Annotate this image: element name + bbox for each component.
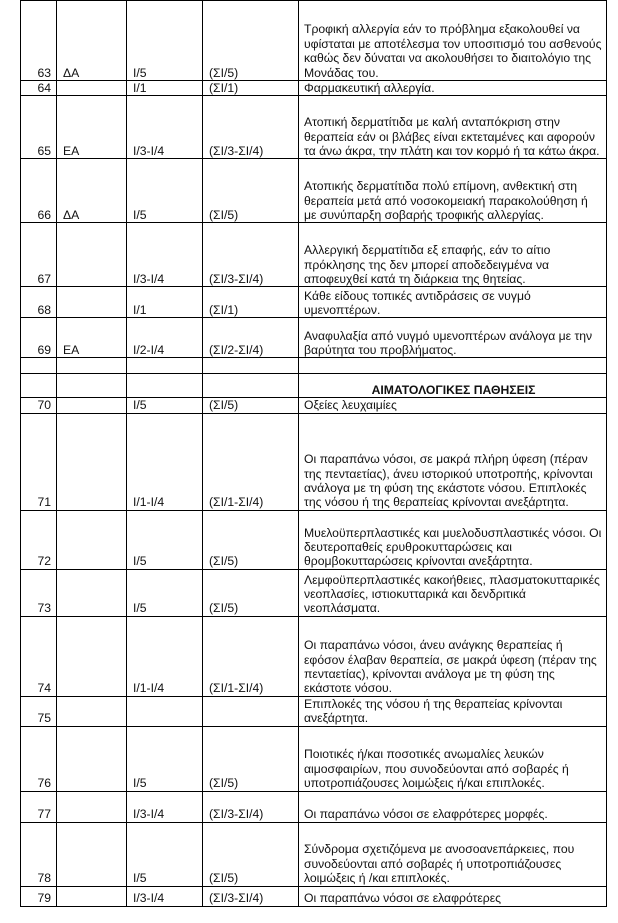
- fitness-degree-alt: (ΣΙ/5): [203, 569, 299, 616]
- fitness-degree: I/1-I/4: [127, 413, 203, 510]
- fitness-classification-table: [20, 0, 607, 907]
- category-code: [57, 822, 127, 886]
- category-code: ΔΑ: [57, 159, 127, 223]
- fitness-degree: I/5: [127, 726, 203, 791]
- fitness-degree: [127, 696, 203, 726]
- category-code: [57, 616, 127, 696]
- condition-description: Ατοπικής δερματίτιδα πολύ επίμονη, ανθεκτική στη θεραπεία μετά από νοσοκομειακή παρακολούθηση ή με συνύπαρξη σοβαρής τροφικής αλλεργίας.: [299, 159, 607, 223]
- row-number: 66: [21, 159, 57, 223]
- category-code: [57, 726, 127, 791]
- fitness-degree: I/5: [127, 398, 203, 413]
- category-code: [57, 398, 127, 413]
- category-code: [57, 886, 127, 906]
- row-number: 67: [21, 223, 57, 287]
- table-row: [21, 1, 607, 81]
- table-row: [21, 616, 607, 696]
- table-row: [21, 510, 607, 569]
- fitness-degree-alt: (ΣΙ/5): [203, 822, 299, 886]
- fitness-degree-alt: (ΣΙ/1): [203, 287, 299, 318]
- fitness-degree: I/5: [127, 1, 203, 81]
- condition-description: Τροφική αλλεργία εάν το πρόβλημα εξακολουθεί να υφίσταται με αποτέλεσμα τον υποσιτισμό του ασθενούς καθώς δεν δύναται να ακολουθήσει το διαιτολόγιο της Μονάδας του.: [299, 1, 607, 81]
- table-row: [21, 287, 607, 318]
- fitness-degree: [127, 358, 203, 374]
- fitness-degree-alt: [203, 374, 299, 398]
- category-code: [57, 223, 127, 287]
- fitness-degree: I/5: [127, 569, 203, 616]
- fitness-degree-alt: (ΣΙ/1-ΣΙ/4): [203, 616, 299, 696]
- condition-description: Επιπλοκές της νόσου ή της θεραπείας κρίνονται ανεξάρτητα.: [299, 696, 607, 726]
- fitness-degree: I/1: [127, 287, 203, 318]
- row-number: 73: [21, 569, 57, 616]
- category-code: [57, 569, 127, 616]
- fitness-degree-alt: (ΣΙ/2-ΣΙ/4): [203, 318, 299, 358]
- category-code: [57, 696, 127, 726]
- table-row: [21, 358, 607, 374]
- row-number: 64: [21, 81, 57, 96]
- fitness-degree: I/3-I/4: [127, 96, 203, 159]
- row-number: 76: [21, 726, 57, 791]
- category-code: ΕΑ: [57, 318, 127, 358]
- category-code: [57, 413, 127, 510]
- row-number: 79: [21, 886, 57, 906]
- condition-description: Φαρμακευτική αλλεργία.: [299, 81, 607, 96]
- fitness-degree-alt: (ΣΙ/1-ΣΙ/4): [203, 413, 299, 510]
- table-row: [21, 886, 607, 906]
- fitness-degree: I/5: [127, 822, 203, 886]
- condition-description: Οι παραπάνω νόσοι, σε μακρά πλήρη ύφεση (πέραν της πενταετίας), άνευ ιστορικού υποτροπής, κρίνονται ανάλογα με τη φύση της εκάστοτε νόσου. Επιπλοκές της νόσου ή της θεραπείας κρίνονται ανεξάρτητα.: [299, 413, 607, 510]
- table-row: [21, 159, 607, 223]
- table-row: [21, 398, 607, 413]
- table-row: [21, 223, 607, 287]
- section-heading: ΑΙΜΑΤΟΛΟΓΙΚΕΣ ΠΑΘΗΣΕΙΣ: [299, 374, 607, 398]
- table-row: [21, 318, 607, 358]
- category-code: [57, 791, 127, 822]
- row-number: [21, 374, 57, 398]
- condition-description: Οξείες λευχαιμίες: [299, 398, 607, 413]
- table-row: [21, 96, 607, 159]
- fitness-degree-alt: (ΣΙ/5): [203, 510, 299, 569]
- category-code: [57, 374, 127, 398]
- table-body: [21, 1, 607, 907]
- row-number: [21, 358, 57, 374]
- fitness-degree-alt: (ΣΙ/5): [203, 1, 299, 81]
- row-number: 70: [21, 398, 57, 413]
- fitness-degree: I/3-I/4: [127, 223, 203, 287]
- fitness-degree: I/3-I/4: [127, 791, 203, 822]
- table-row: [21, 791, 607, 822]
- fitness-degree-alt: (ΣΙ/1): [203, 81, 299, 96]
- row-number: 63: [21, 1, 57, 81]
- table-row: [21, 81, 607, 96]
- fitness-degree: I/5: [127, 159, 203, 223]
- fitness-degree-alt: (ΣΙ/3-ΣΙ/4): [203, 96, 299, 159]
- table-row: [21, 726, 607, 791]
- fitness-degree-alt: (ΣΙ/5): [203, 398, 299, 413]
- fitness-degree: I/1: [127, 81, 203, 96]
- row-number: 71: [21, 413, 57, 510]
- condition-description: Ατοπική δερματίτιδα με καλή ανταπόκριση στην θεραπεία εάν οι βλάβες είναι εκτεταμένες και αφορούν τα άνω άκρα, την πλάτη και τον κορμό ή τα κάτω άκρα.: [299, 96, 607, 159]
- table-row: [21, 413, 607, 510]
- condition-description: Σύνδρομα σχετιζόμενα με ανοσοανεπάρκειες, που συνοδεύονται από σοβαρές ή υποτροπιάζουσες λοιμώξεις ή /και επιπλοκές.: [299, 822, 607, 886]
- condition-description: [299, 358, 607, 374]
- condition-description: Αναφυλαξία από νυγμό υμενοπτέρων ανάλογα με την βαρύτητα του προβλήματος.: [299, 318, 607, 358]
- fitness-degree-alt: (ΣΙ/3-ΣΙ/4): [203, 791, 299, 822]
- fitness-degree-alt: (ΣΙ/3-ΣΙ/4): [203, 223, 299, 287]
- condition-description: Οι παραπάνω νόσοι σε ελαφρότερες μορφές.: [299, 791, 607, 822]
- category-code: [57, 287, 127, 318]
- row-number: 78: [21, 822, 57, 886]
- category-code: [57, 358, 127, 374]
- row-number: 77: [21, 791, 57, 822]
- fitness-degree-alt: [203, 358, 299, 374]
- row-number: 65: [21, 96, 57, 159]
- table-row: [21, 822, 607, 886]
- fitness-degree-alt: [203, 696, 299, 726]
- row-number: 68: [21, 287, 57, 318]
- fitness-degree: I/3-I/4: [127, 886, 203, 906]
- fitness-degree: I/5: [127, 510, 203, 569]
- fitness-degree: I/2-I/4: [127, 318, 203, 358]
- table-row: [21, 569, 607, 616]
- row-number: 72: [21, 510, 57, 569]
- table-row: [21, 696, 607, 726]
- fitness-degree-alt: (ΣΙ/3-ΣΙ/4): [203, 886, 299, 906]
- fitness-degree: [127, 374, 203, 398]
- section-heading-row: [21, 374, 607, 398]
- fitness-degree: I/1-I/4: [127, 616, 203, 696]
- condition-description: Οι παραπάνω νόσοι, άνευ ανάγκης θεραπείας ή εφόσον έλαβαν θεραπεία, σε μακρά ύφεση (πέραν της πενταετίας), κρίνονται ανάλογα με τη φύση της εκάστοτε νόσου.: [299, 616, 607, 696]
- category-code: [57, 81, 127, 96]
- fitness-degree-alt: (ΣΙ/5): [203, 159, 299, 223]
- condition-description: Αλλεργική δερματίτιδα εξ επαφής, εάν το αίτιο πρόκλησης της δεν μπορεί αποδεδειγμένα να αποφευχθεί κατά τη διάρκεια της θητείας.: [299, 223, 607, 287]
- category-code: [57, 510, 127, 569]
- row-number: 74: [21, 616, 57, 696]
- category-code: ΔΑ: [57, 1, 127, 81]
- condition-description: Ποιοτικές ή/και ποσοτικές ανωμαλίες λευκών αιμοσφαιρίων, που συνοδεύονται από σοβαρές ή υποτροπιάζουσες λοιμώξεις ή/και επιπλοκές.: [299, 726, 607, 791]
- category-code: ΕΑ: [57, 96, 127, 159]
- row-number: 69: [21, 318, 57, 358]
- condition-description: Λεμφοϋπερπλαστικές κακοήθειες, πλασματοκυτταρικές νεοπλασίες, ιστιοκυτταρικά και δενδριτικά νεοπλάσματα.: [299, 569, 607, 616]
- row-number: 75: [21, 696, 57, 726]
- fitness-degree-alt: (ΣΙ/5): [203, 726, 299, 791]
- condition-description: Μυελοϋπερπλαστικές και μυελοδυσπλαστικές νόσοι. Οι δευτεροπαθείς ερυθροκυτταρώσεις και θρομβοκυτταρώσεις κρίνονται ανεξάρτητα.: [299, 510, 607, 569]
- condition-description: Κάθε είδους τοπικές αντιδράσεις σε νυγμό υμενοπτέρων.: [299, 287, 607, 318]
- condition-description: Οι παραπάνω νόσοι σε ελαφρότερες: [299, 886, 607, 906]
